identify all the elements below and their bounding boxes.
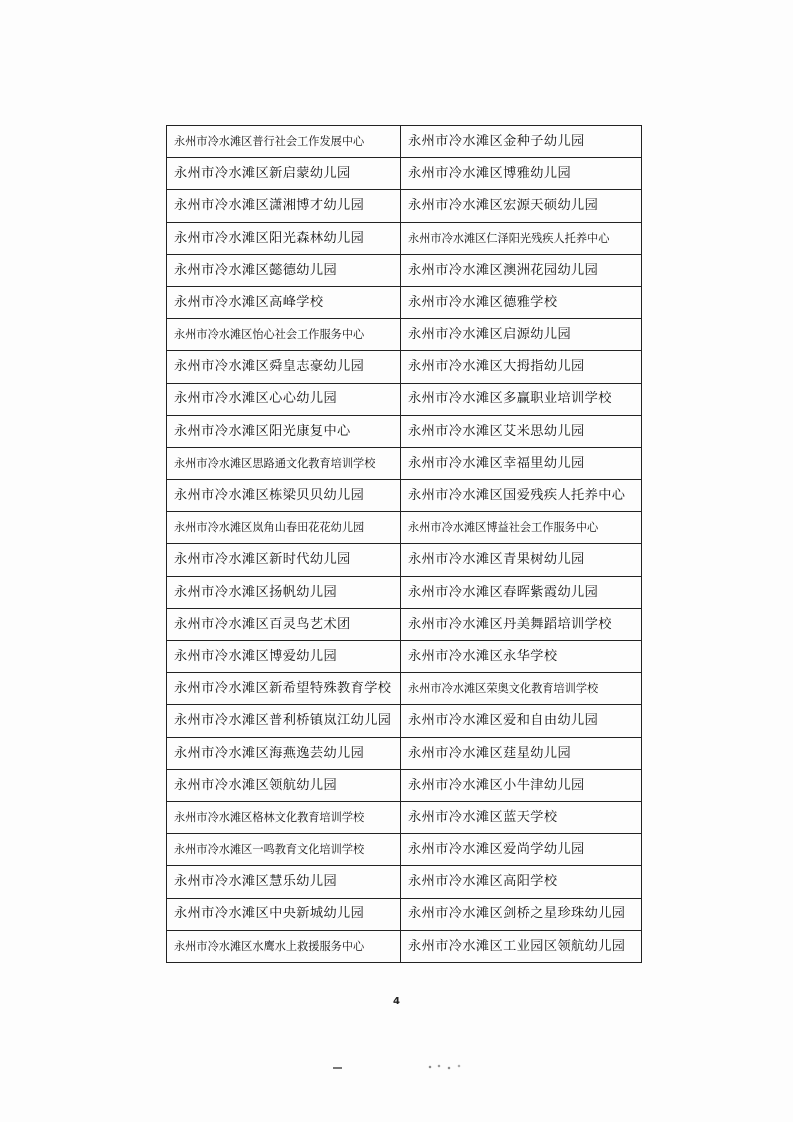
table-cell-left: 永州市冷水滩区水鹰水上救援服务中心 [167,930,401,962]
table-cell-left: 永州市冷水滩区领航幼儿园 [167,769,401,801]
table-cell-right: 永州市冷水滩区剑桥之星珍珠幼儿园 [401,898,642,930]
table-cell-right: 永州市冷水滩区幸福里幼儿园 [401,447,642,479]
table-row [167,415,642,447]
table-cell-left: 永州市冷水滩区新希望特殊教育学校 [167,673,401,705]
table-cell-left: 永州市冷水滩区岚角山春田花花幼儿园 [167,512,401,544]
table-cell-left: 永州市冷水滩区普行社会工作发展中心 [167,126,401,158]
table-cell-left: 永州市冷水滩区一鸣教育文化培训学校 [167,834,401,866]
table-row [167,383,642,415]
table-row [167,801,642,833]
table-cell-right: 永州市冷水滩区春晖紫霞幼儿园 [401,576,642,608]
table-cell-right: 永州市冷水滩区小牛津幼儿园 [401,769,642,801]
table-cell-right: 永州市冷水滩区艾米思幼儿园 [401,415,642,447]
table-row [167,319,642,351]
table-row [167,608,642,640]
table-row [167,512,642,544]
table-cell-right: 永州市冷水滩区博益社会工作服务中心 [401,512,642,544]
organization-list-table [166,125,642,963]
table-cell-right: 永州市冷水滩区永华学校 [401,641,642,673]
table-cell-left: 永州市冷水滩区心心幼儿园 [167,383,401,415]
table-cell-right: 永州市冷水滩区荣奥文化教育培训学校 [401,673,642,705]
table-cell-left: 永州市冷水滩区懿德幼儿园 [167,254,401,286]
table-row [167,222,642,254]
table-cell-left: 永州市冷水滩区中央新城幼儿园 [167,898,401,930]
table-cell-right: 永州市冷水滩区多赢职业培训学校 [401,383,642,415]
table-cell-right: 永州市冷水滩区爱尚学幼儿园 [401,834,642,866]
table-row [167,930,642,962]
table-row [167,737,642,769]
table-body [167,126,642,963]
table-cell-left: 永州市冷水滩区阳光森林幼儿园 [167,222,401,254]
table-cell-right: 永州市冷水滩区国爱残疾人托养中心 [401,480,642,512]
page-number: 4 [393,996,400,1007]
table-row [167,769,642,801]
table-cell-right: 永州市冷水滩区高阳学校 [401,866,642,898]
table-row [167,480,642,512]
table-cell-left: 永州市冷水滩区博爱幼儿园 [167,641,401,673]
table-cell-right: 永州市冷水滩区博雅幼儿园 [401,158,642,190]
table-cell-right: 永州市冷水滩区德雅学校 [401,286,642,318]
table-cell-left: 永州市冷水滩区扬帆幼儿园 [167,576,401,608]
table-row [167,126,642,158]
table-cell-left: 永州市冷水滩区高峰学校 [167,286,401,318]
table-row [167,641,642,673]
table-row [167,898,642,930]
table-cell-left: 永州市冷水滩区海燕逸芸幼儿园 [167,737,401,769]
table-cell-right: 永州市冷水滩区蓝天学校 [401,801,642,833]
table-row [167,866,642,898]
table-cell-left: 永州市冷水滩区新启蒙幼儿园 [167,158,401,190]
table-row [167,190,642,222]
table-row [167,576,642,608]
table-cell-left: 永州市冷水滩区栋梁贝贝幼儿园 [167,480,401,512]
table-row [167,673,642,705]
table-cell-right: 永州市冷水滩区工业园区领航幼儿园 [401,930,642,962]
table-cell-left: 永州市冷水滩区格林文化教育培训学校 [167,801,401,833]
table-cell-left: 永州市冷水滩区慧乐幼儿园 [167,866,401,898]
table-cell-left: 永州市冷水滩区百灵鸟艺术团 [167,608,401,640]
table-cell-right: 永州市冷水滩区启源幼儿园 [401,319,642,351]
table-cell-left: 永州市冷水滩区新时代幼儿园 [167,544,401,576]
table-cell-right: 永州市冷水滩区仁泽阳光残疾人托养中心 [401,222,642,254]
table-row [167,705,642,737]
table-cell-left: 永州市冷水滩区潇湘博才幼儿园 [167,190,401,222]
table-cell-left: 永州市冷水滩区阳光康复中心 [167,415,401,447]
table-row [167,254,642,286]
table-row [167,834,642,866]
table-cell-right: 永州市冷水滩区宏源天硕幼儿园 [401,190,642,222]
table-cell-right: 永州市冷水滩区爱和自由幼儿园 [401,705,642,737]
scan-artifact-mark [333,1067,342,1069]
table-row [167,351,642,383]
table-cell-left: 永州市冷水滩区思路通文化教育培训学校 [167,447,401,479]
table-cell-left: 永州市冷水滩区怡心社会工作服务中心 [167,319,401,351]
table-cell-right: 永州市冷水滩区青果树幼儿园 [401,544,642,576]
table-cell-right: 永州市冷水滩区莛星幼儿园 [401,737,642,769]
table-row [167,447,642,479]
table-cell-right: 永州市冷水滩区丹美舞蹈培训学校 [401,608,642,640]
table-row [167,286,642,318]
scan-artifact-dots [427,1064,463,1070]
table-row [167,158,642,190]
table-cell-left: 永州市冷水滩区舜皇志豪幼儿园 [167,351,401,383]
table-cell-right: 永州市冷水滩区大拇指幼儿园 [401,351,642,383]
table-cell-right: 永州市冷水滩区金种子幼儿园 [401,126,642,158]
table-cell-left: 永州市冷水滩区普利桥镇岚江幼儿园 [167,705,401,737]
table-row [167,544,642,576]
table-cell-right: 永州市冷水滩区澳洲花园幼儿园 [401,254,642,286]
